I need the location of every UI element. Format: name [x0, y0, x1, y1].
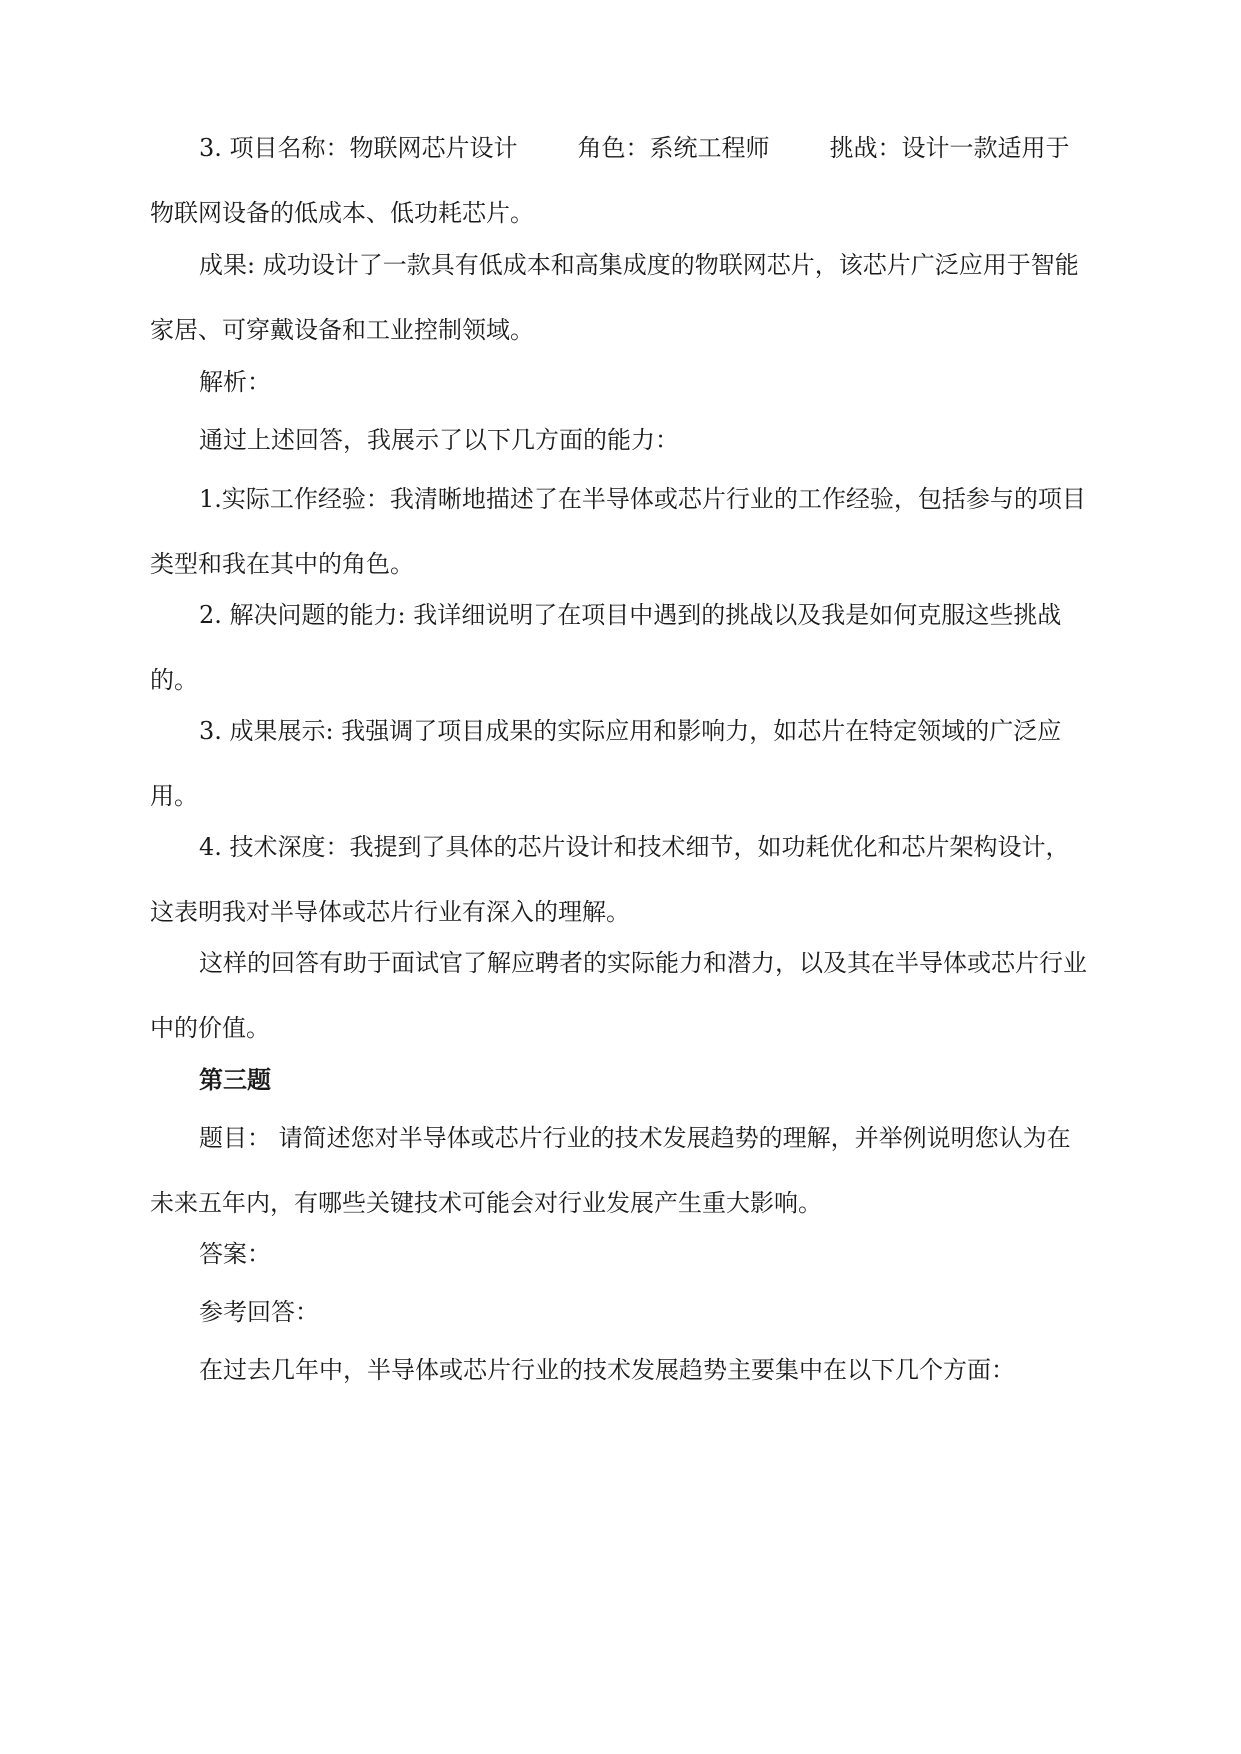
- analysis-label: 解析：: [199, 368, 271, 396]
- analysis-point-2: 2. 解决问题的能力: 我详细说明了在项目中遇到的挑战以及我是如何克服这些挑战的。: [150, 601, 1062, 694]
- project-name: 3. 项目名称：物联网芯片设计: [199, 134, 518, 162]
- analysis-point-3: 3. 成果展示: 我强调了项目成果的实际应用和影响力，如芯片在特定领域的广泛应用。: [150, 717, 1062, 810]
- project-challenge: 挑战：设计一款适用于物联网设备的低成本、低功耗芯片。: [150, 134, 1070, 227]
- answer-label: 答案：: [199, 1240, 271, 1268]
- analysis-point-1: 1.实际工作经验：我清晰地描述了在半导体或芯片行业的工作经验，包括参与的项目类型和我在其中的角色。: [150, 485, 1086, 578]
- analysis-intro: 通过上述回答，我展示了以下几方面的能力：: [199, 426, 679, 454]
- project-role: 角色：系统工程师: [577, 134, 770, 162]
- section-heading: 第三题: [199, 1066, 271, 1094]
- project-result: 成果: 成功设计了一款具有低成本和高集成度的物联网芯片，该芯片广泛应用于智能家居、可穿戴设备和工业控制领域。: [150, 251, 1079, 344]
- analysis-conclusion: 这样的回答有助于面试官了解应聘者的实际能力和潜力，以及其在半导体或芯片行业中的价值。: [150, 949, 1087, 1042]
- analysis-point-4: 4. 技术深度：我提到了具体的芯片设计和技术细节，如功耗优化和芯片架构设计，这表明我对半导体或芯片行业有深入的理解。: [150, 833, 1070, 926]
- reference-label: 参考回答：: [199, 1298, 319, 1326]
- question-text: 题目： 请简述您对半导体或芯片行业的技术发展趋势的理解，并举例说明您认为在未来五年内，有哪些关键技术可能会对行业发展产生重大影响。: [150, 1124, 1071, 1217]
- project-line: [150, 116, 1090, 246]
- reference-intro: 在过去几年中，半导体或芯片行业的技术发展趋势主要集中在以下几个方面：: [199, 1356, 1015, 1384]
